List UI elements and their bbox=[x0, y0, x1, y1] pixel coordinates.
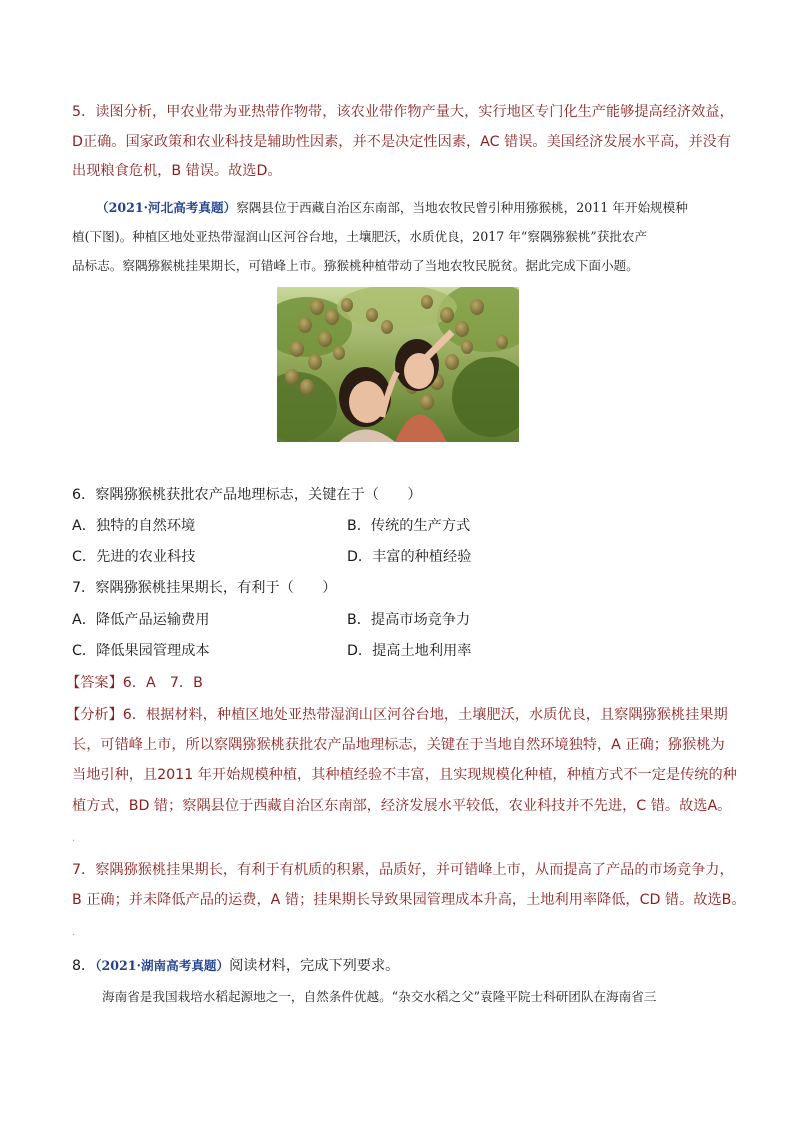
material-line-1-text: 察隅县位于西藏自治区东南部，当地农牧民曾引种用猕猴桃，2011 年开始规模种 bbox=[236, 200, 688, 215]
q7-option-b: B．提高市场竞争力 bbox=[347, 612, 471, 628]
q7-option-d: D．提高土地利用率 bbox=[347, 643, 472, 659]
kiwifruit-photo bbox=[277, 287, 519, 442]
material-line-2: 植(下图)。种植区地处亚热带湿润山区河谷台地，土壤肥沃，水质优良，2017 年“察隅猕猴桃”获批农产 bbox=[72, 229, 648, 244]
analysis6-line-1-text: 6．根据材料，种植区地处亚热带湿润山区河谷台地，土壤肥沃，水质优良，且察隅猕猴桃挂果期 bbox=[122, 707, 728, 723]
source-tag-hebei: （2021·河北高考真题） bbox=[96, 200, 237, 215]
analysis6-line-1 bbox=[66, 705, 728, 725]
q7-stem: 7．察隅猕猴桃挂果期长，有利于（ ） bbox=[72, 580, 337, 596]
answer-line bbox=[66, 673, 203, 693]
q6-option-a: A．独特的自然环境 bbox=[72, 518, 196, 534]
paragraph-mark: · bbox=[72, 930, 76, 941]
q7-option-c: C．降低果园管理成本 bbox=[72, 643, 210, 659]
q7-option-a: A．降低产品运输费用 bbox=[72, 612, 210, 628]
q6-option-d: D．丰富的种植经验 bbox=[347, 549, 472, 565]
q5-analysis-line-3: 出现粮食危机，B 错误。故选D。 bbox=[72, 163, 282, 179]
material-line-1 bbox=[96, 198, 688, 218]
paragraph-mark: · bbox=[72, 836, 76, 847]
q8-number: 8． bbox=[72, 958, 96, 974]
analysis6-line-2: 长，可错峰上市，所以察隅猕猴桃获批农产品地理标志，关键在于当地自然环境独特，A 正确；猕猴桃为 bbox=[72, 737, 725, 753]
q6-option-c: C．先进的农业科技 bbox=[72, 549, 196, 565]
analysis-label: 【分析】 bbox=[66, 707, 123, 723]
answer-text: 6．A 7．B bbox=[122, 675, 203, 691]
material-line-3: 品标志。察隅猕猴桃挂果期长，可错峰上市。猕猴桃种植带动了当地农牧民脱贫。据此完成下面小题。 bbox=[72, 258, 639, 273]
answer-label: 【答案】 bbox=[66, 675, 123, 691]
q5-analysis-line-2: D正确。国家政策和农业科技是辅助性因素，并不是决定性因素，AC 错误。美国经济发展水平高，并没有 bbox=[72, 134, 732, 150]
analysis6-line-4: 植方式，BD 错；察隅县位于西藏自治区东南部，经济发展水平较低，农业科技并不先进，C 错。故选A。 bbox=[72, 798, 732, 814]
q6-stem: 6．察隅猕猴桃获批农产品地理标志，关键在于（ ） bbox=[72, 487, 422, 503]
source-tag-hunan: （2021·湖南高考真题） bbox=[95, 958, 230, 973]
q6-option-b: B．传统的生产方式 bbox=[347, 518, 471, 534]
analysis7-line-1: 7．察隅猕猴桃挂果期长，有利于有机质的积累，品质好，并可错峰上市，从而提高了产品的市场竞争力， bbox=[72, 862, 734, 878]
q8-instruction: 阅读材料，完成下列要求。 bbox=[229, 958, 400, 974]
q8-header bbox=[72, 956, 399, 976]
kiwifruit-picture bbox=[277, 287, 519, 442]
q8-material-line-1: 海南省是我国栽培水稻起源地之一，自然条件优越。“杂交水稻之父”袁隆平院士科研团队在海南省三 bbox=[102, 989, 657, 1004]
analysis7-line-2: B 正确；并未降低产品的运费，A 错；挂果期长导致果园管理成本升高，土地利用率降低，CD 错。故选B。 bbox=[72, 892, 746, 908]
analysis6-line-3: 当地引种，且2011 年开始规模种植，其种植经验不丰富，且实现规模化种植，种植方式不一定是传统的种 bbox=[72, 767, 737, 783]
q5-analysis-line-1: 5．读图分析，甲农业带为亚热带作物带，该农业带作物产量大，实行地区专门化生产能够提高经济效益， bbox=[72, 104, 734, 120]
